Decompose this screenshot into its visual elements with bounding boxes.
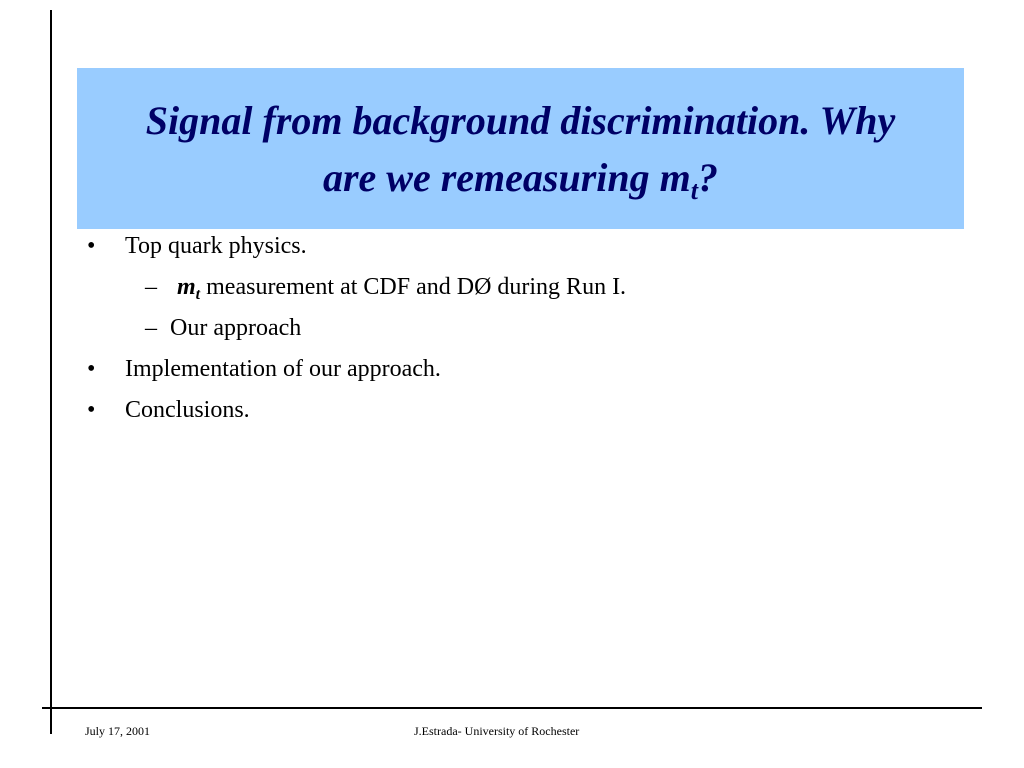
sub-bullet-text: Our approach (170, 315, 302, 341)
sub-bullet-marker: – (145, 315, 157, 341)
title-suffix: ? (698, 154, 719, 200)
sub-bullet-text: $m_t$ measurement at CDF and DØ during Run I. (177, 274, 627, 303)
bullet-text: Implementation of our approach. (125, 356, 441, 382)
sub-bullet-marker: – (145, 274, 157, 300)
bullet-text: Top quark physics. (125, 233, 307, 259)
footer-rule (42, 707, 982, 709)
footer-date: July 17, 2001 (85, 724, 151, 738)
top-mass-symbol: $m_t$ (177, 274, 201, 303)
bullet-marker: • (87, 397, 96, 423)
bullet-marker: • (87, 356, 96, 382)
bullet-marker: • (87, 233, 96, 259)
bullet-text: Conclusions. (125, 397, 250, 423)
title-subscript: t (690, 175, 699, 205)
title-line-2: are we remeasuring m (322, 154, 691, 200)
footer-author: J.Estrada- University of Rochester (414, 724, 580, 738)
title-line-1: Signal from background discrimination. Why (145, 97, 896, 143)
